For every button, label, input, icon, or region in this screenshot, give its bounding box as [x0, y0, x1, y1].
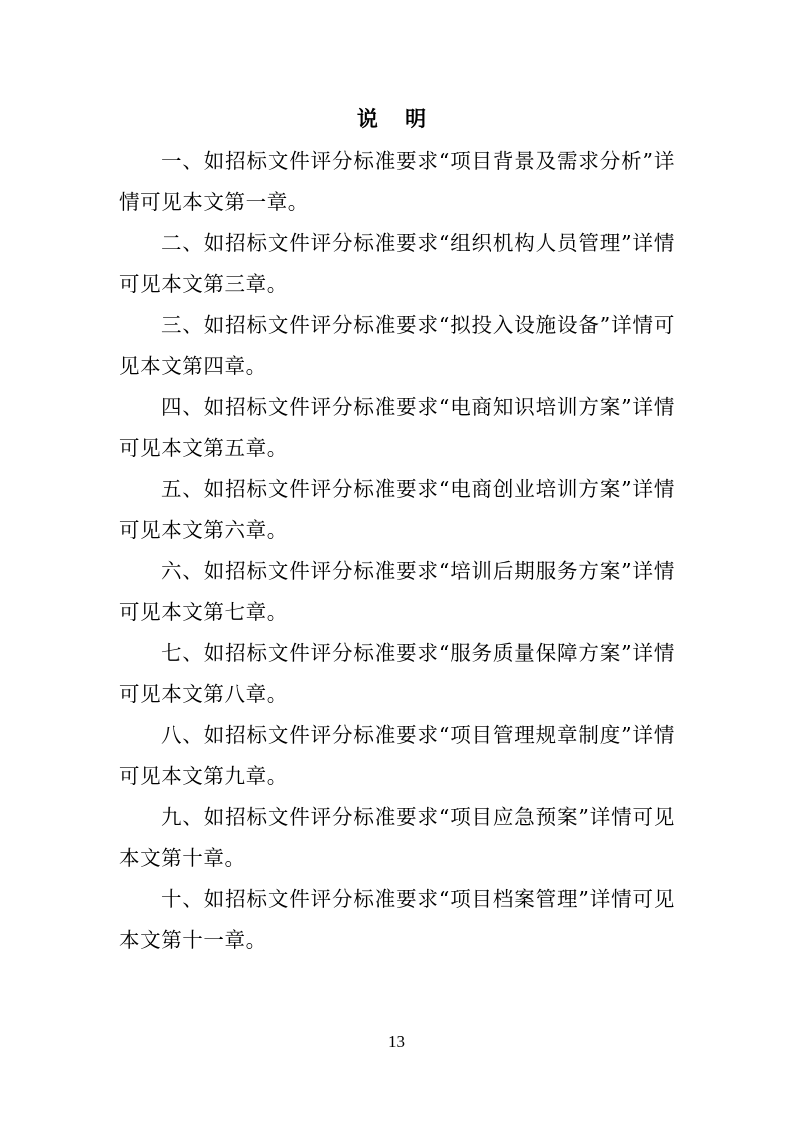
paragraph-7: 七、如招标文件评分标准要求“服务质量保障方案”详情可见本文第八章。	[119, 641, 675, 706]
paragraph-5: 五、如招标文件评分标准要求“电商创业培训方案”详情可见本文第六章。	[119, 477, 675, 542]
paragraph-6: 六、如招标文件评分标准要求“培训后期服务方案”详情可见本文第七章。	[119, 559, 675, 624]
page-number: 13	[388, 1032, 405, 1051]
page-title: 说 明	[356, 106, 437, 131]
paragraph-2: 二、如招标文件评分标准要求“组织机构人员管理”详情可见本文第三章。	[119, 231, 675, 296]
paragraph-10: 十、如招标文件评分标准要求“项目档案管理”详情可见本文第十一章。	[119, 887, 675, 952]
paragraph-4: 四、如招标文件评分标准要求“电商知识培训方案”详情可见本文第五章。	[119, 395, 675, 460]
paragraph-8: 八、如招标文件评分标准要求“项目管理规章制度”详情可见本文第九章。	[119, 723, 675, 788]
explanation-body	[119, 141, 675, 961]
paragraph-1: 一、如招标文件评分标准要求“项目背景及需求分析”详情可见本文第一章。	[119, 149, 675, 214]
paragraph-3: 三、如招标文件评分标准要求“拟投入设施设备”详情可见本文第四章。	[119, 313, 675, 378]
paragraph-9: 九、如招标文件评分标准要求“项目应急预案”详情可见本文第十章。	[119, 805, 675, 870]
